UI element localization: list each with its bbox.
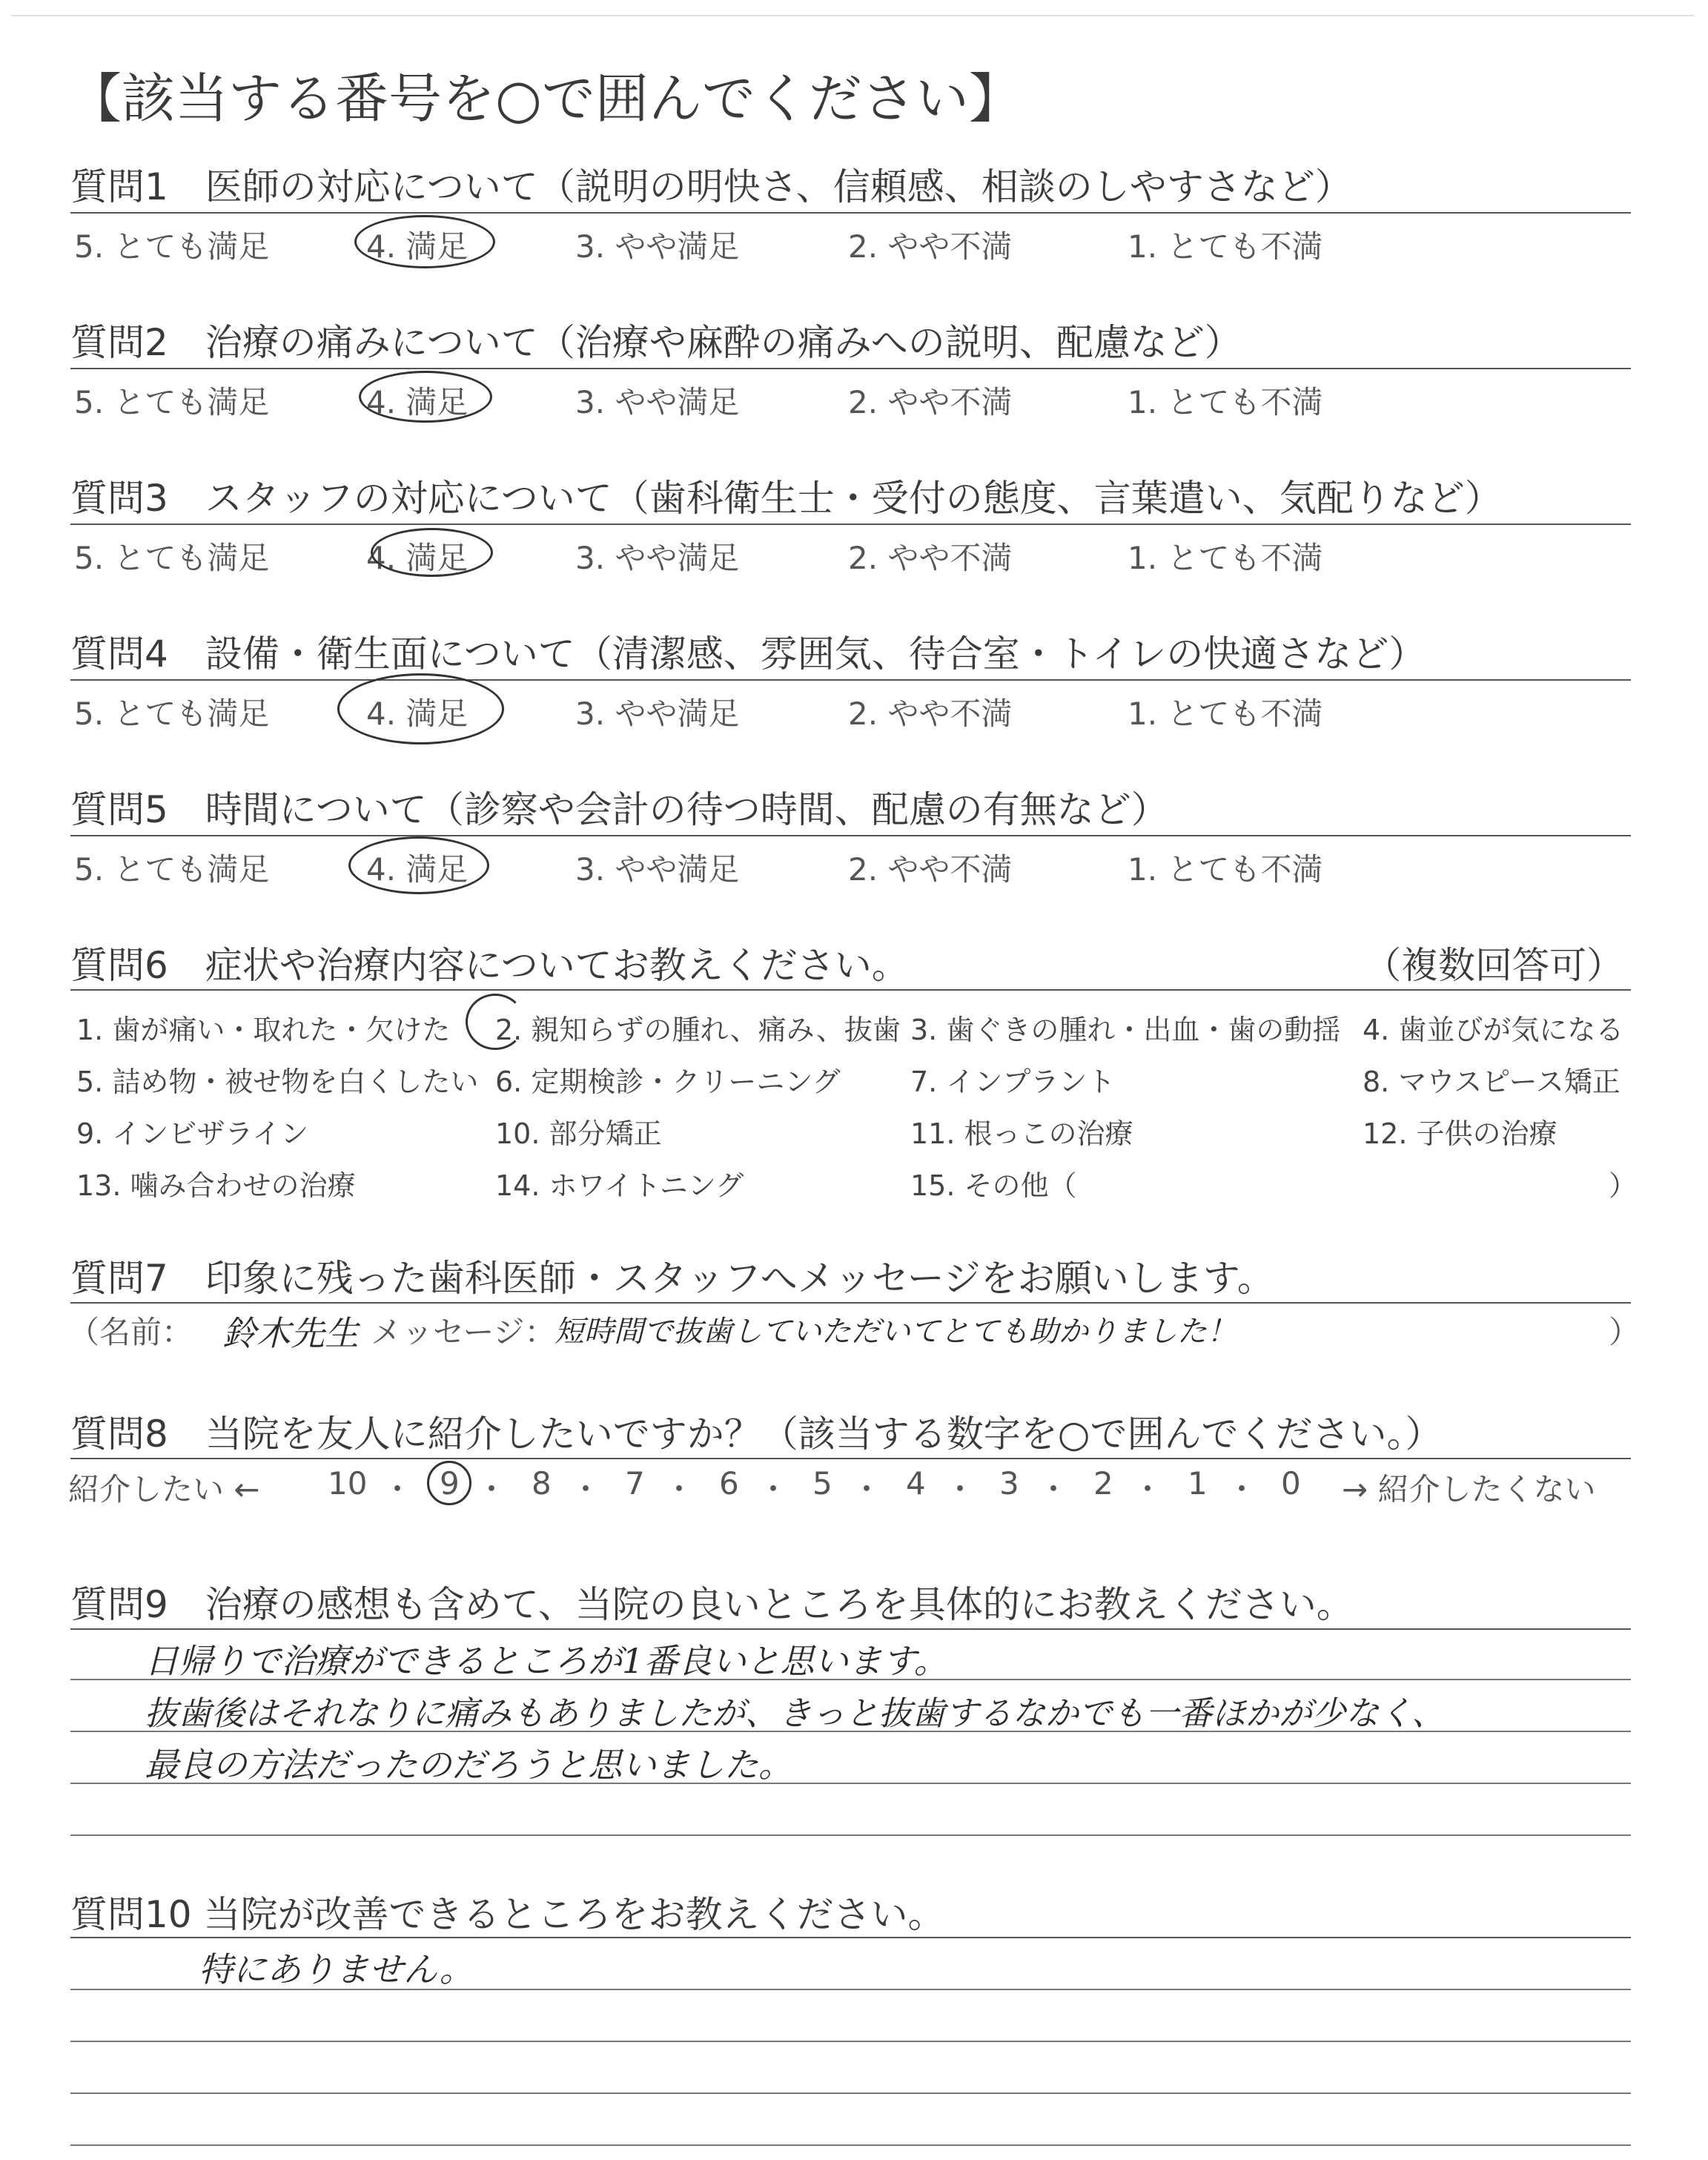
q6-option-3[interactable]: 3. 歯ぐきの腫れ・出血・歯の動揺 [910, 1014, 1341, 1046]
q6-other-close-paren: ） [1609, 1169, 1638, 1202]
q2-option-4[interactable]: 4. 満足 [366, 384, 469, 420]
q10-rule [70, 1937, 1631, 1938]
q2-option-3[interactable]: 3. やや満足 [575, 384, 740, 420]
q4-title: 質問4 設備・衛生面について（清潔感、雰囲気、待合室・トイレの快適さなど） [70, 633, 1426, 676]
q8-right-label: → 紹介したくない [1342, 1471, 1596, 1507]
q8-score-4[interactable]: 4 [906, 1465, 926, 1502]
q10-answer-line [70, 2144, 1631, 2146]
q6-note: （複数回答可） [1364, 944, 1623, 987]
q8-score-8[interactable]: 8 [532, 1465, 552, 1502]
q10-title: 質問10 当院が改善できるところをお教えください。 [70, 1893, 945, 1936]
q5-selection-circle [348, 836, 489, 894]
q8-score-3[interactable]: 3 [999, 1465, 1019, 1502]
q9-answer-line-2[interactable]: 抜歯後はそれなりに痛みもありましたが、きっと抜歯するなかでも一番ほかが少なく、 [145, 1694, 1446, 1733]
q6-option-2[interactable]: 2. 親知らずの腫れ、痛み、抜歯 [495, 1014, 901, 1046]
q7-close-paren: ） [1609, 1314, 1641, 1350]
q10-answer-line [70, 2093, 1631, 2094]
q6-option-10[interactable]: 10. 部分矯正 [495, 1117, 662, 1150]
q5-option-4[interactable]: 4. 満足 [366, 851, 469, 888]
q2-option-5[interactable]: 5. とても満足 [74, 384, 270, 420]
q3-title: 質問3 スタッフの対応について（歯科衛生士・受付の態度、言葉遣い、気配りなど） [70, 477, 1502, 520]
q3-option-4[interactable]: 4. 満足 [366, 540, 469, 576]
q8-score-6[interactable]: 6 [719, 1465, 739, 1502]
q6-option-15[interactable]: 15. その他（ [910, 1169, 1077, 1202]
q7-message-value[interactable]: 短時間で抜歯していただいてとても助かりました！ [555, 1315, 1237, 1349]
q6-title: 質問6 症状や治療内容についてお教えください。 [70, 944, 909, 987]
q8-score-9[interactable]: 9 [440, 1465, 460, 1502]
q8-separator: ・ [1132, 1471, 1164, 1507]
q9-title: 質問9 治療の感想も含めて、当院の良いところを具体的にお教えください。 [70, 1583, 1354, 1626]
q6-option-7[interactable]: 7. インプラント [910, 1066, 1116, 1098]
q6-selection-circle [466, 994, 525, 1050]
q3-option-1[interactable]: 1. とても不満 [1128, 540, 1323, 576]
q6-option-12[interactable]: 12. 子供の治療 [1363, 1117, 1558, 1150]
q4-option-3[interactable]: 3. やや満足 [575, 696, 740, 732]
q6-rule [70, 989, 1631, 991]
q2-title: 質問2 治療の痛みについて（治療や麻酔の痛みへの説明、配慮など） [70, 321, 1242, 364]
q7-title: 質問7 印象に残った歯科医師・スタッフへメッセージをお願いします。 [70, 1257, 1274, 1300]
q8-rule [70, 1458, 1631, 1459]
q2-option-2[interactable]: 2. やや不満 [848, 384, 1013, 420]
q6-option-5[interactable]: 5. 詰め物・被せ物を白くしたい [76, 1066, 479, 1098]
q4-option-4[interactable]: 4. 満足 [366, 696, 469, 732]
q5-option-5[interactable]: 5. とても満足 [74, 851, 270, 888]
q8-separator: ・ [1038, 1471, 1070, 1507]
q6-option-8[interactable]: 8. マウスピース矯正 [1363, 1066, 1621, 1098]
q8-left-label: 紹介したい ← [68, 1471, 260, 1507]
q8-separator: ・ [1226, 1471, 1258, 1507]
q8-separator: ・ [570, 1471, 602, 1507]
q6-option-4[interactable]: 4. 歯並びが気になる [1363, 1014, 1624, 1046]
q4-option-1[interactable]: 1. とても不満 [1128, 696, 1323, 732]
q4-selection-circle [337, 673, 504, 744]
q5-option-2[interactable]: 2. やや不満 [848, 851, 1013, 888]
q4-option-5[interactable]: 5. とても満足 [74, 696, 270, 732]
q8-score-10[interactable]: 10 [328, 1465, 368, 1502]
q8-separator: ・ [851, 1471, 883, 1507]
q1-option-4[interactable]: 4. 満足 [366, 228, 469, 265]
q3-option-2[interactable]: 2. やや不満 [848, 540, 1013, 576]
q8-separator: ・ [663, 1471, 695, 1507]
q9-rule [70, 1628, 1631, 1630]
q1-option-3[interactable]: 3. やや満足 [575, 228, 740, 265]
q10-answer-line-1[interactable]: 特にありません。 [199, 1949, 474, 1989]
q8-score-7[interactable]: 7 [625, 1465, 645, 1502]
q3-selection-circle [371, 528, 493, 577]
q8-score-0[interactable]: 0 [1281, 1465, 1301, 1502]
q9-answer-line [70, 1834, 1631, 1836]
q1-option-2[interactable]: 2. やや不満 [848, 228, 1013, 265]
q8-score-2[interactable]: 2 [1093, 1465, 1113, 1502]
q9-answer-line-1[interactable]: 日帰りで治療ができるところが1番良いと思います。 [145, 1641, 948, 1681]
q9-answer-line-3[interactable]: 最良の方法だったのだろうと思いました。 [145, 1745, 792, 1785]
q7-name-value[interactable]: 鈴木先生 [222, 1313, 359, 1353]
q8-separator: ・ [382, 1471, 414, 1507]
q1-rule [70, 212, 1631, 214]
q7-rule [70, 1302, 1631, 1304]
q2-rule [70, 368, 1631, 369]
q3-rule [70, 524, 1631, 525]
q8-title: 質問8 当院を友人に紹介したいですか？（該当する数字を○で囲んでください。） [70, 1413, 1443, 1456]
q6-option-1[interactable]: 1. 歯が痛い・取れた・欠けた [76, 1014, 451, 1046]
q6-option-9[interactable]: 9. インビザライン [76, 1117, 309, 1150]
q8-score-5[interactable]: 5 [812, 1465, 833, 1502]
q3-option-3[interactable]: 3. やや満足 [575, 540, 740, 576]
q6-option-11[interactable]: 11. 根っこの治療 [910, 1117, 1133, 1150]
q1-selection-circle [354, 215, 495, 268]
q5-rule [70, 835, 1631, 836]
q7-message-label: メッセージ： [371, 1314, 556, 1350]
q1-option-1[interactable]: 1. とても不満 [1128, 228, 1323, 265]
q7-name-label: （名前： [68, 1314, 193, 1350]
q1-option-5[interactable]: 5. とても満足 [74, 228, 270, 265]
q8-selection-circle [427, 1461, 471, 1505]
q5-option-1[interactable]: 1. とても不満 [1128, 851, 1323, 888]
q4-rule [70, 679, 1631, 681]
q10-answer-line [70, 2041, 1631, 2042]
q8-separator: ・ [476, 1471, 508, 1507]
q8-score-1[interactable]: 1 [1188, 1465, 1208, 1502]
q8-separator: ・ [944, 1471, 976, 1507]
q1-title: 質問1 医師の対応について（説明の明快さ、信頼感、相談のしやすさなど） [70, 165, 1352, 208]
q6-option-14[interactable]: 14. ホワイトニング [495, 1169, 744, 1202]
q5-title: 質問5 時間について（診察や会計の待つ時間、配慮の有無など） [70, 788, 1168, 831]
q3-option-5[interactable]: 5. とても満足 [74, 540, 270, 576]
q5-option-3[interactable]: 3. やや満足 [575, 851, 740, 888]
q6-option-6[interactable]: 6. 定期検診・クリーニング [495, 1066, 841, 1098]
q6-option-13[interactable]: 13. 噛み合わせの治療 [76, 1169, 356, 1202]
q4-option-2[interactable]: 2. やや不満 [848, 696, 1013, 732]
page-title: 【該当する番号を○で囲んでください】 [68, 67, 1022, 130]
top-border [11, 15, 1694, 16]
q8-separator: ・ [758, 1471, 790, 1507]
q2-selection-circle [359, 371, 492, 423]
q2-option-1[interactable]: 1. とても不満 [1128, 384, 1323, 420]
